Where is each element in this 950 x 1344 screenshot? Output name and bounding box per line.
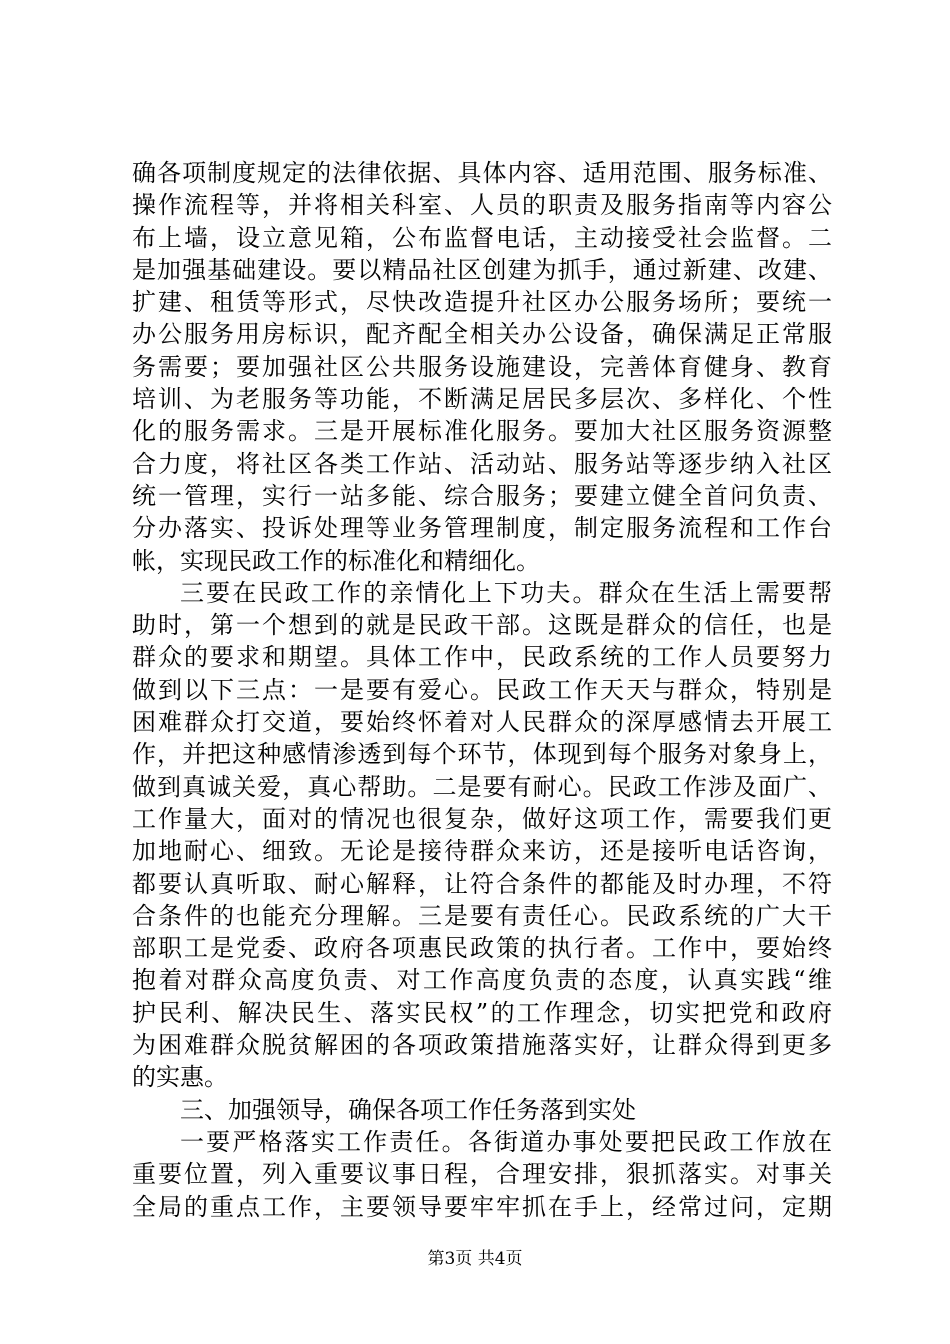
paragraph-first-line: 三要在民政工作的亲情化上下功夫。群众在生活上需要帮 — [180, 578, 832, 607]
paragraph-first-line: 一要严格落实工作责任。各街道办事处要把民政工作放在 — [180, 1127, 832, 1156]
text-line: 助时，第一个想到的就是民政干部。这既是群众的信任，也是 — [132, 611, 832, 640]
text-line: 确各项制度规定的法律依据、具体内容、适用范围、服务标准、 — [132, 159, 832, 187]
text-line: 作，并把这种感情渗透到每个环节，体现到每个服务对象身上， — [132, 740, 832, 769]
text-line: 合条件的也能充分理解。三是要有责任心。民政系统的广大干 — [132, 901, 832, 930]
section-heading: 三、加强领导，确保各项工作任务落到实处 — [180, 1095, 636, 1124]
text-line: 务需要；要加强社区公共服务设施建设，完善体育健身、教育 — [132, 352, 832, 381]
text-line: 培训、为老服务等功能，不断满足居民多层次、多样化、个性 — [132, 385, 832, 414]
page-number-footer: 第3页 共4页 — [427, 1249, 523, 1269]
text-line: 做到以下三点：一是要有爱心。民政工作天天与群众，特别是 — [132, 675, 832, 704]
text-line: 为困难群众脱贫解困的各项政策措施落实好，让群众得到更多 — [132, 1031, 832, 1060]
text-line: 全局的重点工作，主要领导要牢牢抓在手上，经常过问，定期 — [132, 1192, 832, 1221]
text-line: 群众的要求和期望。具体工作中，民政系统的工作人员要努力 — [132, 643, 832, 672]
text-line: 办公服务用房标识，配齐配全相关办公设备，确保满足正常服 — [132, 320, 832, 349]
text-line: 重要位置，列入重要议事日程，合理安排，狠抓落实。对事关 — [132, 1160, 832, 1189]
text-line: 合力度，将社区各类工作站、活动站、服务站等逐步纳入社区 — [132, 449, 832, 478]
text-line: 的实惠。 — [132, 1063, 228, 1092]
text-line: 操作流程等，并将相关科室、人员的职责及服务指南等内容公 — [132, 191, 832, 220]
text-line: 加地耐心、细致。无论是接待群众来访，还是接听电话咨询， — [132, 837, 832, 866]
text-line: 都要认真听取、耐心解释，让符合条件的都能及时办理，不符 — [132, 869, 832, 898]
text-line: 是加强基础建设。要以精品社区创建为抓手，通过新建、改建、 — [132, 255, 832, 284]
text-line: 做到真诚关爱，真心帮助。二是要有耐心。民政工作涉及面广、 — [132, 772, 832, 801]
text-line: 布上墙，设立意见箱，公布监督电话，主动接受社会监督。二 — [132, 223, 832, 252]
body-text — [132, 157, 832, 1223]
text-line: 扩建、租赁等形式，尽快改造提升社区办公服务场所；要统一 — [132, 288, 832, 317]
text-line: 化的服务需求。三是开展标准化服务。要加大社区服务资源整 — [132, 417, 832, 446]
text-line: 工作量大，面对的情况也很复杂，做好这项工作，需要我们更 — [132, 804, 832, 833]
text-line: 部职工是党委、政府各项惠民政策的执行者。工作中，要始终 — [132, 934, 832, 963]
text-line: 困难群众打交道，要始终怀着对人民群众的深厚感情去开展工 — [132, 708, 832, 737]
text-line: 帐，实现民政工作的标准化和精细化。 — [132, 546, 540, 575]
text-line: 护民利、解决民生、落实民权”的工作理念，切实把党和政府 — [132, 998, 832, 1027]
text-line: 统一管理，实行一站多能、综合服务；要建立健全首问负责、 — [132, 481, 832, 510]
text-line: 抱着对群众高度负责、对工作高度负责的态度，认真实践“维 — [132, 966, 832, 995]
text-line: 分办落实、投诉处理等业务管理制度，制定服务流程和工作台 — [132, 514, 832, 543]
